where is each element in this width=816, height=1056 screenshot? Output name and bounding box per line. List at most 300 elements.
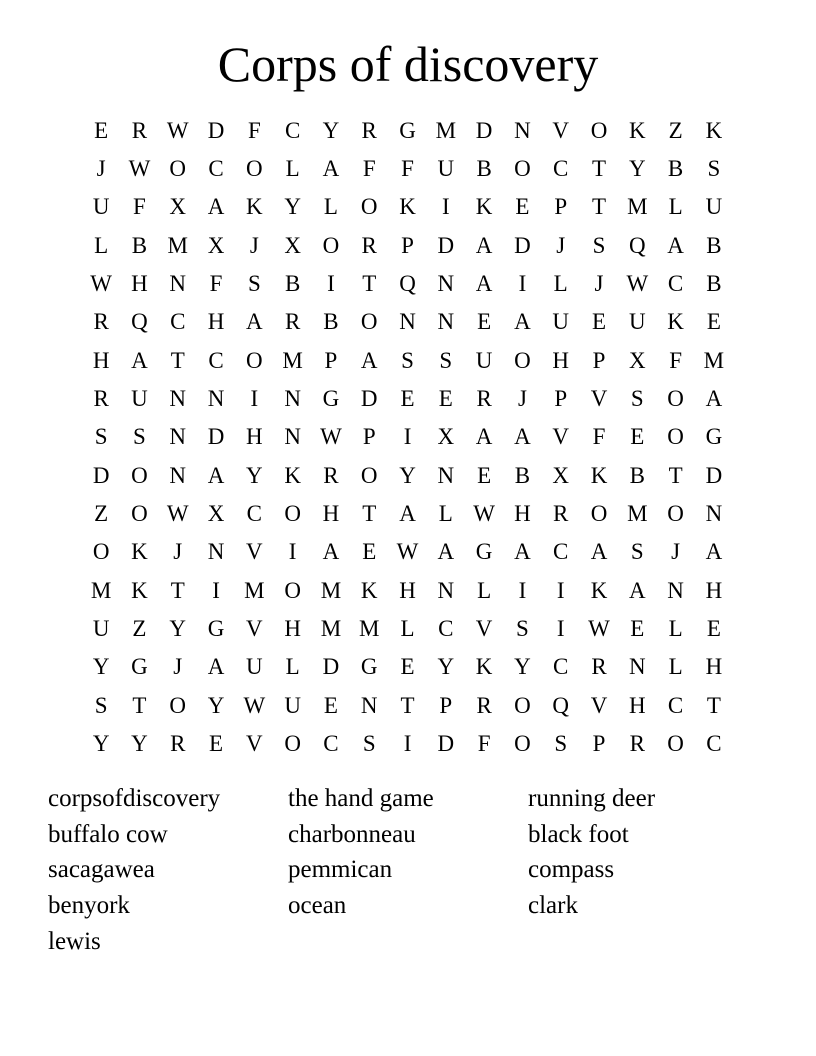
- grid-letter: T: [170, 347, 185, 373]
- word-list-item: corpsofdiscovery: [48, 785, 221, 812]
- grid-letter: H: [705, 654, 723, 680]
- grid-letter: O: [667, 731, 684, 757]
- grid-letter: Z: [94, 501, 109, 527]
- grid-letter: S: [707, 156, 721, 182]
- word-list-item: buffalo cow: [48, 820, 168, 848]
- grid-letter: H: [514, 501, 531, 527]
- grid-letter: C: [438, 616, 454, 642]
- grid-letter: V: [246, 731, 263, 757]
- grid-letter: G: [475, 539, 493, 565]
- grid-letter: N: [437, 309, 455, 335]
- grid-letter: D: [322, 654, 340, 680]
- grid-letter: N: [437, 462, 455, 488]
- grid-letter: M: [627, 501, 648, 527]
- grid-letter: E: [94, 117, 109, 143]
- grid-letter: O: [667, 501, 684, 527]
- grid-letter: A: [705, 386, 723, 412]
- grid-letter: N: [207, 386, 225, 412]
- grid-letter: V: [590, 386, 608, 412]
- grid-letter: C: [170, 309, 186, 335]
- grid-letter: H: [92, 347, 110, 373]
- grid-letter: S: [401, 347, 414, 373]
- grid-letter: O: [131, 501, 148, 527]
- grid-letter: C: [667, 692, 684, 718]
- grid-letter: T: [400, 692, 415, 718]
- grid-letter: G: [360, 654, 378, 680]
- grid-letter: U: [92, 616, 110, 642]
- grid-letter: I: [518, 271, 527, 297]
- grid-letter: R: [93, 386, 109, 412]
- grid-letter: N: [284, 386, 301, 412]
- grid-letter: P: [439, 692, 453, 718]
- grid-letter: O: [92, 539, 110, 565]
- grid-letter: A: [590, 539, 608, 565]
- grid-letter: O: [169, 692, 187, 718]
- grid-letter: V: [552, 424, 570, 450]
- grid-letter: E: [630, 424, 645, 450]
- grid-letter: C: [323, 731, 339, 757]
- grid-letter: L: [400, 616, 415, 642]
- grid-letter: N: [169, 386, 187, 412]
- grid-letter: H: [322, 501, 340, 527]
- grid-letter: P: [592, 347, 606, 373]
- grid-letter: O: [284, 731, 301, 757]
- grid-letter: N: [399, 309, 416, 335]
- grid-letter: E: [630, 616, 645, 642]
- grid-letter: C: [553, 654, 569, 680]
- grid-letter: S: [247, 271, 261, 297]
- grid-letter: F: [362, 156, 376, 182]
- grid-letter: A: [246, 309, 263, 335]
- grid-letter: T: [668, 462, 683, 488]
- grid-letter: P: [592, 731, 606, 757]
- grid-letter: L: [323, 194, 338, 220]
- grid-letter: O: [131, 462, 148, 488]
- grid-letter: H: [552, 347, 570, 373]
- grid-letter: B: [476, 156, 492, 182]
- grid-letter: O: [284, 577, 301, 603]
- grid-letter: N: [360, 692, 378, 718]
- grid-letter: X: [284, 232, 301, 258]
- grid-letter: A: [207, 194, 225, 220]
- word-list-item: ocean: [288, 892, 347, 920]
- grid-letter: Z: [668, 117, 683, 143]
- grid-letter: H: [207, 309, 225, 335]
- grid-letter: O: [169, 156, 187, 182]
- word-list-item: compass: [528, 856, 615, 884]
- grid-letter: X: [437, 424, 455, 450]
- grid-letter: M: [435, 117, 457, 143]
- grid-letter: J: [594, 271, 604, 297]
- grid-letter: M: [359, 616, 380, 642]
- grid-letter: C: [208, 156, 224, 182]
- grid-letter: E: [591, 309, 607, 335]
- grid-letter: J: [556, 232, 566, 258]
- word-list-item: benyork: [48, 892, 130, 920]
- word-list: [48, 781, 768, 959]
- word-list-item: lewis: [48, 927, 101, 955]
- grid-letter: I: [556, 616, 565, 642]
- grid-letter: X: [207, 501, 225, 527]
- grid-letter: M: [282, 347, 303, 373]
- grid-letter: A: [705, 539, 723, 565]
- grid-letter: O: [360, 309, 378, 335]
- grid-letter: V: [246, 539, 263, 565]
- grid-letter: J: [517, 386, 527, 412]
- grid-letter: A: [475, 424, 493, 450]
- grid-letter: L: [94, 232, 109, 258]
- grid-letter: F: [592, 424, 606, 450]
- grid-letter: Y: [399, 462, 416, 488]
- grid-letter: F: [477, 731, 491, 757]
- grid-letter: A: [360, 347, 378, 373]
- grid-letter: U: [284, 692, 301, 718]
- grid-letter: O: [514, 347, 531, 373]
- grid-letter: K: [667, 309, 684, 335]
- grid-letter: O: [246, 347, 263, 373]
- grid-letter: K: [131, 577, 148, 603]
- grid-letter: X: [207, 232, 225, 258]
- grid-letter: P: [401, 232, 414, 258]
- grid-letter: B: [514, 462, 531, 488]
- grid-letter: M: [627, 194, 648, 220]
- grid-letter: E: [477, 309, 492, 335]
- grid-letter: R: [361, 117, 377, 143]
- grid-letter: H: [705, 577, 723, 603]
- grid-letter: T: [591, 156, 607, 182]
- grid-letter: T: [591, 194, 607, 220]
- grid-letter: R: [170, 731, 186, 757]
- grid-letter: M: [167, 232, 188, 258]
- grid-letter: G: [322, 386, 340, 412]
- grid-letter: L: [668, 194, 683, 220]
- grid-letter: C: [706, 731, 722, 757]
- grid-letter: Y: [169, 616, 187, 642]
- grid-letter: N: [628, 654, 646, 680]
- grid-letter: N: [667, 577, 684, 603]
- grid-letter: O: [590, 501, 608, 527]
- grid-letter: Y: [437, 654, 455, 680]
- grid-letter: A: [399, 501, 416, 527]
- grid-letter: E: [706, 309, 721, 335]
- grid-letter: X: [552, 462, 570, 488]
- grid-letter: K: [399, 194, 416, 220]
- grid-letter: Y: [207, 692, 225, 718]
- grid-letter: A: [322, 156, 340, 182]
- grid-letter: A: [207, 654, 225, 680]
- grid-letter: H: [284, 616, 301, 642]
- grid-letter: K: [284, 462, 301, 488]
- word-list-item: sacagawea: [48, 856, 155, 884]
- grid-letter: G: [399, 117, 416, 143]
- grid-letter: N: [284, 424, 301, 450]
- grid-letter: Q: [399, 271, 416, 297]
- grid-letter: I: [288, 539, 297, 565]
- grid-letter: G: [207, 616, 225, 642]
- grid-letter: B: [323, 309, 339, 335]
- grid-letter: A: [207, 462, 225, 488]
- grid-letter: T: [362, 271, 377, 297]
- grid-letter: W: [320, 424, 342, 450]
- grid-letter: E: [400, 654, 415, 680]
- grid-letter: F: [209, 271, 223, 297]
- grid-letter: A: [475, 232, 493, 258]
- grid-letter: K: [590, 577, 608, 603]
- word-list-item: black foot: [528, 820, 629, 848]
- grid-letter: I: [250, 386, 259, 412]
- grid-letter: Q: [552, 692, 570, 718]
- grid-letter: H: [131, 271, 148, 297]
- grid-letter: X: [169, 194, 187, 220]
- grid-letter: D: [92, 462, 110, 488]
- grid-letter: K: [705, 117, 723, 143]
- grid-letter: G: [131, 654, 148, 680]
- grid-letter: V: [552, 117, 570, 143]
- grid-letter: W: [128, 156, 151, 182]
- grid-letter: L: [553, 271, 568, 297]
- grid-letter: M: [320, 577, 342, 603]
- grid-letter: U: [131, 386, 148, 412]
- grid-letter: W: [588, 616, 610, 642]
- grid-letter: U: [92, 194, 110, 220]
- grid-letter: W: [243, 692, 266, 718]
- grid-letter: A: [475, 271, 493, 297]
- grid-letter: J: [96, 156, 106, 182]
- grid-letter: M: [90, 577, 112, 603]
- grid-letter: O: [514, 731, 531, 757]
- grid-letter: P: [554, 386, 568, 412]
- grid-letter: N: [169, 271, 187, 297]
- grid-letter: E: [400, 386, 415, 412]
- grid-letter: R: [476, 692, 492, 718]
- grid-letter: M: [703, 347, 725, 373]
- grid-letter: P: [324, 347, 338, 373]
- grid-letter: Y: [514, 654, 531, 680]
- grid-letter: E: [706, 616, 721, 642]
- grid-letter: J: [249, 232, 259, 258]
- grid-letter: B: [131, 232, 148, 258]
- word-search-grid: [82, 111, 733, 763]
- grid-letter: Z: [132, 616, 147, 642]
- grid-letter: T: [362, 501, 377, 527]
- grid-letter: O: [360, 462, 378, 488]
- grid-letter: S: [592, 232, 606, 258]
- grid-letter: A: [667, 232, 684, 258]
- grid-letter: M: [244, 577, 265, 603]
- word-list-item: clark: [528, 892, 578, 920]
- grid-letter: U: [628, 309, 646, 335]
- grid-letter: S: [439, 347, 453, 373]
- grid-letter: R: [361, 232, 377, 258]
- grid-letter: A: [514, 424, 531, 450]
- word-list-item: charbonneau: [288, 820, 416, 848]
- grid-letter: U: [552, 309, 570, 335]
- word-list-item: pemmican: [288, 856, 393, 884]
- grid-letter: R: [131, 117, 148, 143]
- grid-letter: S: [362, 731, 376, 757]
- grid-letter: I: [212, 577, 220, 603]
- grid-letter: O: [322, 232, 340, 258]
- grid-letter: V: [475, 616, 493, 642]
- grid-letter: W: [166, 117, 189, 143]
- grid-letter: E: [515, 194, 530, 220]
- grid-letter: E: [209, 731, 224, 757]
- grid-letter: D: [207, 424, 225, 450]
- grid-letter: K: [590, 462, 608, 488]
- grid-letter: L: [668, 616, 683, 642]
- grid-letter: T: [706, 692, 721, 718]
- grid-letter: I: [441, 194, 450, 220]
- grid-letter: I: [327, 271, 335, 297]
- grid-letter: I: [403, 424, 412, 450]
- grid-letter: X: [628, 347, 646, 373]
- grid-letter: Q: [628, 232, 646, 258]
- grid-letter: Q: [131, 309, 148, 335]
- grid-letter: A: [322, 539, 340, 565]
- grid-letter: R: [629, 731, 645, 757]
- grid-letter: E: [323, 692, 338, 718]
- grid-letter: R: [284, 309, 301, 335]
- grid-letter: D: [514, 232, 531, 258]
- grid-letter: C: [246, 501, 262, 527]
- grid-letter: K: [131, 539, 148, 565]
- grid-letter: H: [246, 424, 263, 450]
- grid-letter: K: [628, 117, 646, 143]
- grid-letter: E: [438, 386, 453, 412]
- grid-letter: W: [166, 501, 189, 527]
- grid-letter: W: [626, 271, 649, 297]
- grid-letter: C: [284, 117, 301, 143]
- grid-letter: B: [629, 462, 645, 488]
- grid-letter: L: [438, 501, 453, 527]
- grid-letter: D: [475, 117, 493, 143]
- grid-letter: Y: [322, 117, 340, 143]
- grid-letter: B: [284, 271, 301, 297]
- grid-letter: F: [669, 347, 682, 373]
- grid-letter: S: [554, 731, 568, 757]
- grid-letter: B: [706, 232, 722, 258]
- grid-letter: O: [246, 156, 263, 182]
- grid-letter: O: [284, 501, 301, 527]
- grid-letter: D: [437, 731, 455, 757]
- grid-letter: U: [437, 156, 455, 182]
- grid-letter: R: [591, 654, 607, 680]
- grid-letter: K: [246, 194, 263, 220]
- grid-letter: C: [208, 347, 224, 373]
- grid-letter: S: [94, 424, 108, 450]
- grid-letter: P: [554, 194, 568, 220]
- grid-letter: I: [556, 577, 565, 603]
- grid-letter: L: [285, 654, 300, 680]
- grid-letter: O: [590, 117, 608, 143]
- grid-letter: J: [173, 539, 183, 565]
- grid-letter: C: [667, 271, 684, 297]
- grid-letter: L: [285, 156, 300, 182]
- grid-letter: A: [131, 347, 148, 373]
- grid-letter: K: [475, 654, 493, 680]
- grid-letter: D: [705, 462, 723, 488]
- grid-letter: C: [553, 539, 569, 565]
- grid-letter: N: [437, 577, 455, 603]
- grid-letter: N: [514, 117, 531, 143]
- grid-letter: K: [360, 577, 378, 603]
- grid-letter: L: [477, 577, 492, 603]
- grid-letter: N: [705, 501, 723, 527]
- grid-letter: E: [477, 462, 492, 488]
- grid-letter: O: [514, 692, 531, 718]
- grid-letter: P: [362, 424, 376, 450]
- grid-letter: S: [94, 692, 108, 718]
- grid-letter: B: [667, 156, 684, 182]
- grid-letter: Y: [246, 462, 263, 488]
- grid-letter: Y: [92, 654, 110, 680]
- grid-letter: A: [437, 539, 455, 565]
- grid-letter: J: [671, 539, 681, 565]
- grid-letter: E: [362, 539, 377, 565]
- grid-letter: G: [705, 424, 723, 450]
- grid-letter: F: [133, 194, 146, 220]
- grid-letter: I: [518, 577, 527, 603]
- grid-letter: V: [246, 616, 263, 642]
- grid-letter: R: [476, 386, 492, 412]
- grid-letter: W: [90, 271, 112, 297]
- grid-letter: Y: [284, 194, 301, 220]
- grid-letter: R: [323, 462, 339, 488]
- grid-letter: A: [514, 539, 531, 565]
- grid-letter: H: [628, 692, 646, 718]
- grid-letter: J: [173, 654, 183, 680]
- grid-letter: R: [553, 501, 569, 527]
- grid-letter: W: [396, 539, 419, 565]
- grid-letter: C: [553, 156, 569, 182]
- grid-letter: M: [320, 616, 342, 642]
- grid-letter: T: [170, 577, 185, 603]
- grid-letter: T: [132, 692, 147, 718]
- grid-letter: B: [706, 271, 722, 297]
- grid-letter: S: [630, 539, 644, 565]
- grid-letter: O: [667, 386, 684, 412]
- grid-letter: R: [93, 309, 109, 335]
- page-title: Corps of discovery: [217, 36, 599, 92]
- grid-letter: S: [133, 424, 146, 450]
- grid-letter: Y: [92, 731, 110, 757]
- grid-letter: O: [514, 156, 531, 182]
- grid-letter: U: [246, 654, 263, 680]
- grid-letter: W: [473, 501, 495, 527]
- grid-letter: H: [399, 577, 416, 603]
- grid-letter: O: [360, 194, 378, 220]
- grid-letter: O: [667, 424, 684, 450]
- grid-letter: L: [668, 654, 683, 680]
- grid-letter: N: [207, 539, 225, 565]
- grid-letter: S: [516, 616, 529, 642]
- grid-letter: A: [514, 309, 531, 335]
- grid-letter: D: [360, 386, 378, 412]
- grid-letter: K: [475, 194, 493, 220]
- grid-letter: F: [247, 117, 261, 143]
- grid-letter: V: [590, 692, 608, 718]
- grid-letter: Y: [628, 156, 646, 182]
- grid-letter: Y: [131, 731, 148, 757]
- grid-letter: A: [628, 577, 646, 603]
- grid-letter: D: [437, 232, 455, 258]
- grid-letter: D: [207, 117, 225, 143]
- word-list-item: the hand game: [288, 785, 434, 812]
- word-list-item: running deer: [528, 785, 656, 812]
- grid-letter: N: [169, 462, 187, 488]
- grid-letter: U: [705, 194, 723, 220]
- grid-letter: F: [401, 156, 414, 182]
